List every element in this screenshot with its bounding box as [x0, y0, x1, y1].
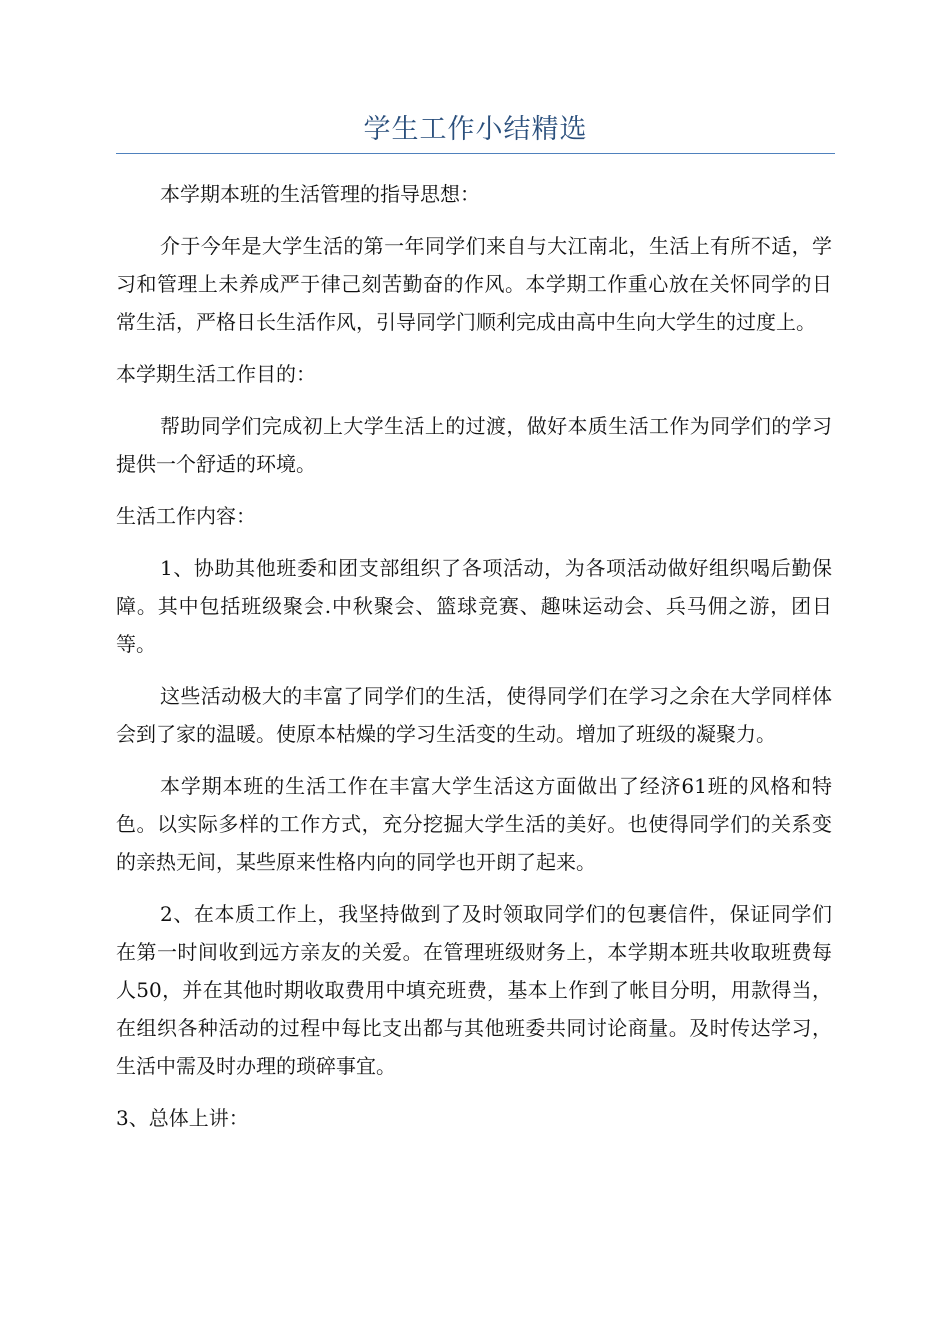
paragraph-class-style: 本学期本班的生活工作在丰富大学生活这方面做出了经济61班的风格和特色。以实际多样的工作方式，充分挖掘大学生活的美好。也使得同学们的关系变的亲热无间，某些原来性格内向的同学也开朗了起来。 [116, 774, 832, 874]
document-body [116, 175, 832, 1151]
paragraph-goal: 帮助同学们完成初上大学生活上的过渡，做好本质生活工作为同学们的学习提供一个舒适的环境。 [116, 414, 832, 476]
paragraph-item-3-heading: 3、总体上讲： [116, 1106, 249, 1130]
paragraph-guiding-thought: 介于今年是大学生活的第一年同学们来自与大江南北，生活上有所不适，学习和管理上未养成严于律己刻苦勤奋的作风。本学期工作重心放在关怀同学的日常生活，严格日长生活作风，引导同学门顺利完成由高中生向大学生的过度上。 [116, 234, 832, 334]
paragraph-item-1: 1、协助其他班委和团支部组织了各项活动，为各项活动做好组织喝后勤保障。其中包括班级聚会.中秋聚会、篮球竞赛、趣味运动会、兵马佣之游，团日等。 [116, 556, 832, 656]
document-title: 学生工作小结精选 [363, 114, 588, 145]
paragraph-goal-heading: 本学期生活工作目的： [116, 362, 316, 386]
paragraph-activities-effect: 这些活动极大的丰富了同学们的生活，使得同学们在学习之余在大学同样体会到了家的温暖。使原本枯燥的学习生活变的生动。增加了班级的凝聚力。 [116, 684, 832, 746]
title-underline [116, 153, 835, 154]
paragraph-guiding-thought-heading: 本学期本班的生活管理的指导思想： [160, 182, 480, 206]
paragraph-content-heading: 生活工作内容： [116, 504, 256, 528]
paragraph-item-2: 2、在本质工作上，我坚持做到了及时领取同学们的包裹信件，保证同学们在第一时间收到远方亲友的关爱。在管理班级财务上，本学期本班共收取班费每人50，并在其他时期收取费用中填充班费，基本上作到了帐目分明，用款得当，在组织各种活动的过程中每比支出都与其他班委共同讨论商量。及时传达学习，生活中需及时办理的琐碎事宜。 [116, 902, 832, 1078]
